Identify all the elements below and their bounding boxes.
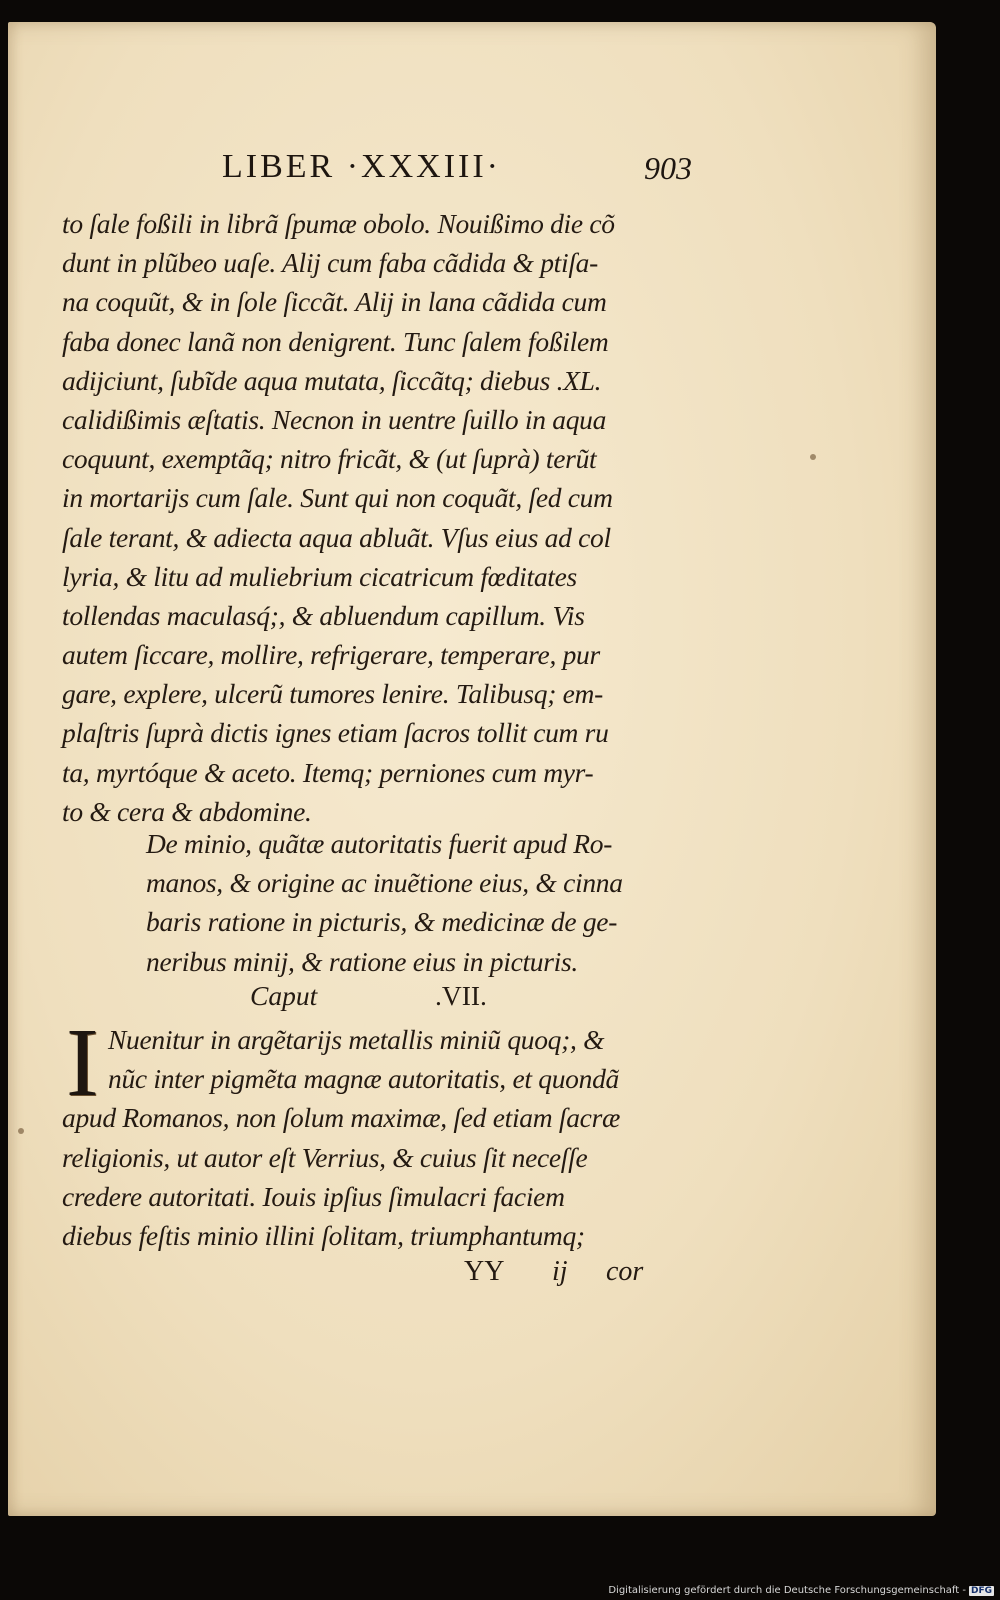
drop-cap-initial: I xyxy=(66,1009,99,1117)
paper-blemish xyxy=(18,1128,24,1134)
paragraph-block xyxy=(62,204,662,831)
text-line: in mortarijs cum ſale. Sunt qui non coquãt, ſed cum xyxy=(62,482,613,514)
text-line: na coquũt, & in ſole ſiccãt. Alij in lana cãdida cum xyxy=(62,286,607,318)
text-line: calidißimis æſtatis. Necnon in uentre ſuillo in aqua xyxy=(62,403,607,435)
text-line: tollendas maculasq́;, & abluendum capillum. Vis xyxy=(62,599,585,631)
text-line: credere autoritati. Iouis ipſius ſimulacri faciem xyxy=(62,1180,565,1212)
credit-text: Digitalisierung gefördert durch die Deutsche Forschungsgemeinschaft - xyxy=(608,1585,966,1596)
page-number: 903 xyxy=(644,150,692,186)
heading-line: manos, & origine ac inuẽtione eius, & cinna xyxy=(146,867,623,899)
page-header xyxy=(8,142,936,186)
text-line: religionis, ut autor eſt Verrius, & cuius ſit neceſſe xyxy=(62,1141,588,1173)
text-line: coquunt, exemptãq; nitro fricãt, & (ut ſuprà) terũt xyxy=(62,443,597,475)
catchword-line xyxy=(8,1256,936,1296)
text-line: adijciunt, ſubĩde aqua mutata, ſiccãtq; diebus .XL. xyxy=(62,364,602,396)
text-line: Nuenitur in argẽtarijs metallis miniũ quoq;, & xyxy=(108,1024,605,1055)
text-line: gare, explere, ulcerũ tumores lenire. Talibusq; em- xyxy=(62,678,603,710)
text-line: autem ſiccare, mollire, refrigerare, temperare, pur xyxy=(62,639,600,671)
heading-line: De minio, quãtæ autoritatis fuerit apud Ro- xyxy=(146,828,613,859)
caput-label: Caput xyxy=(250,980,318,1011)
signature-mark: YY xyxy=(464,1256,505,1287)
digitization-credit xyxy=(608,1585,994,1596)
heading-line: baris ratione in picturis, & medicinæ de ge- xyxy=(146,906,618,938)
text-line: faba donec lanã non denigrent. Tunc ſalem foßilem xyxy=(62,325,609,357)
book-page xyxy=(8,22,936,1516)
paper-blemish xyxy=(810,454,816,460)
text-line: ta, myrtóque & aceto. Itemq; perniones cum myr- xyxy=(62,756,594,788)
running-title: LIBER ·XXXIII· xyxy=(222,148,501,185)
text-line: to & cera & abdomine. xyxy=(62,795,312,827)
chapter-heading xyxy=(146,824,666,981)
text-line: nũc inter pigmẽta magnæ autoritatis, et quondã xyxy=(108,1063,619,1095)
text-line: to ſale foßili in librã ſpumæ obolo. Nouißimo die cõ xyxy=(62,208,615,239)
chapter-text xyxy=(62,1020,662,1255)
caput-number: .VII. xyxy=(435,980,487,1011)
text-line: apud Romanos, non ſolum maximæ, ſed etiam ſacræ xyxy=(62,1102,621,1134)
signature-number: ij xyxy=(552,1256,568,1287)
text-line: lyria, & litu ad muliebrium cicatricum fœditates xyxy=(62,560,577,592)
heading-line: neribus minij, & ratione eius in picturis. xyxy=(146,945,578,977)
text-line: ſale terant, & adiecta aqua abluãt. Vſus eius ad col xyxy=(62,521,611,553)
text-line: dunt in plũbeo uaſe. Alij cum faba cãdida & ptiſa- xyxy=(62,247,598,279)
text-line: diebus feſtis minio illini ſolitam, triumphantumq; xyxy=(62,1219,585,1251)
dfg-logo-icon: DFG xyxy=(970,1585,992,1596)
catchword: cor xyxy=(606,1256,644,1287)
text-line: plaſtris ſuprà dictis ignes etiam ſacros tollit cum ru xyxy=(62,717,609,749)
